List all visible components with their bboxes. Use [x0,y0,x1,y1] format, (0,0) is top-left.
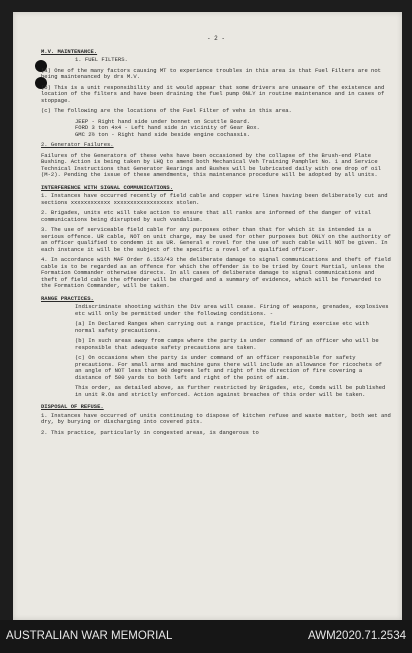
section-heading: INTERFERENCE WITH SIGNAL COMMUNICATIONS. [41,183,174,191]
paragraph: (a) In Declared Ranges when carrying out a range practice, field firing exercise etc with normal safety precautions. [75,320,373,334]
paragraph: (a) One of the many factors causing MT to experience troubles in this area is that Fuel Filters are not being maintenanced by drs M.V. [41,66,385,80]
paragraph: JEEP - Right hand side under bonnet on Scuttle Board. [75,117,250,125]
paragraph: Indiscriminate shooting within the Div area will cease. Firing of weapons, grenades, explosives etc will only be permitted under the following conditions. - [75,303,392,317]
paragraph: 2. Generator Failures. [41,141,114,148]
paragraph: 2. This practice, particularly in congested areas, is dangerous to [41,428,259,436]
paragraph: (c) On occasions when the party is under command of an officer responsible for safety precautions. For small arms and machine guns there will include an allowance for ricochets of an angle of NOT less than 90 degrees left and right of the direction of fire covering a distance of 500 yards to both left and right of the point of aim. [75,354,386,381]
paragraph: 4. In accordance with MAF Order 6.153/43 the deliberate damage to signal communications and theft of field cable is to be regarded as an offence for which the offender is to be tried by Court Martial, unless the Formation Commander otherwise directs. In all cases of deliberate damage to signal communications and theft of field cable the offender will be charged and a summary of evidence, which will be forwarded to the Formation Commander, will be taken. [41,256,395,289]
archive-name: AUSTRALIAN WAR MEMORIAL [6,630,173,642]
paragraph: GMC 2½ ton - Right hand side beside engine cochassis. [75,130,250,138]
paragraph: (b) This is a unit responsibility and it would appear that some drivers are unaware of the existence and location of the filters and have been draining the fuel pump ONLY in routine maintenance and in cases of stoppage. [41,83,388,104]
paragraph: Failures of the Generators of these vehs have been occasioned by the collapse of the Brush-end Plate Bushing. Action is being taken by LHQ to amend both Mechanical Veh Training Pamphlet No. 1 and Service Technical Instructions that Generator Bearings and Bushes will be lubricated daily with one drop of oil (M-2). Pending the issue of these amendments, this maintenance procedure will be adopted by all units. [41,151,385,178]
paragraph: 1. Instances have occurred of units continuing to dispose of kitchen refuse and waste matter, both wet and dry, by burying or discharging into covered pits. [41,411,395,425]
section-mv-maintenance [41,49,391,179]
paragraph: FORD 3 ton 4x4 - Left hand side in vicinity of Gear Box. [75,124,260,131]
paragraph: 1. Instances have occurred recently of field cable and copper wire lines having been deliberately cut and sections xxxxxxxxxxxx xxxxxxxxxxxxxxxxxx stolen. [41,192,391,206]
paragraph: (c) The following are the locations of the Fuel Filter of vehs in this area. [41,107,292,114]
section-heading: DISPOSAL OF REFUSE. [41,403,104,410]
archive-reference: AWM2020.71.2534 [307,630,406,642]
paragraph: (b) In such areas away from camps where the party is under command of an officer who will be responsible that adequate safety precautions are taken. [75,337,382,351]
paragraph: This order, as detailed above, as further restricted by Brigades, etc, Comds will be published in unit R.Os and strictly enforced. Action against breaches of this order will be taken. [75,384,389,398]
paragraph: 3. The use of serviceable field cable for any purposes other than that for which it is intended is a serious offence. UR cable, NOT on unit charge, may be used for other purposes but ONLY on the authority of an officer qualified to condemn it as UR. General e rovel for the use of such cable will NOT be given. In each instance it will be the subject of the specific a rovel of a qualified officer. [41,226,395,253]
paragraph: 2. Brigades, units etc will take action to ensure that all ranks are informed of the danger of vital communications being disrupted by such vandalism. [41,209,375,223]
section-signal-communications [41,183,395,290]
document-body [41,35,395,440]
page-number: - 2 - [206,35,225,42]
section-heading: M.V. MAINTENANCE. [41,47,98,55]
section-disposal-of-refuse [41,403,395,436]
document-page [13,12,402,620]
archive-footer [0,620,412,653]
section-range-practices [41,296,391,399]
paragraph: 1. FUEL FILTERS. [75,56,128,63]
section-heading: RANGE PRACTICES. [41,294,94,302]
